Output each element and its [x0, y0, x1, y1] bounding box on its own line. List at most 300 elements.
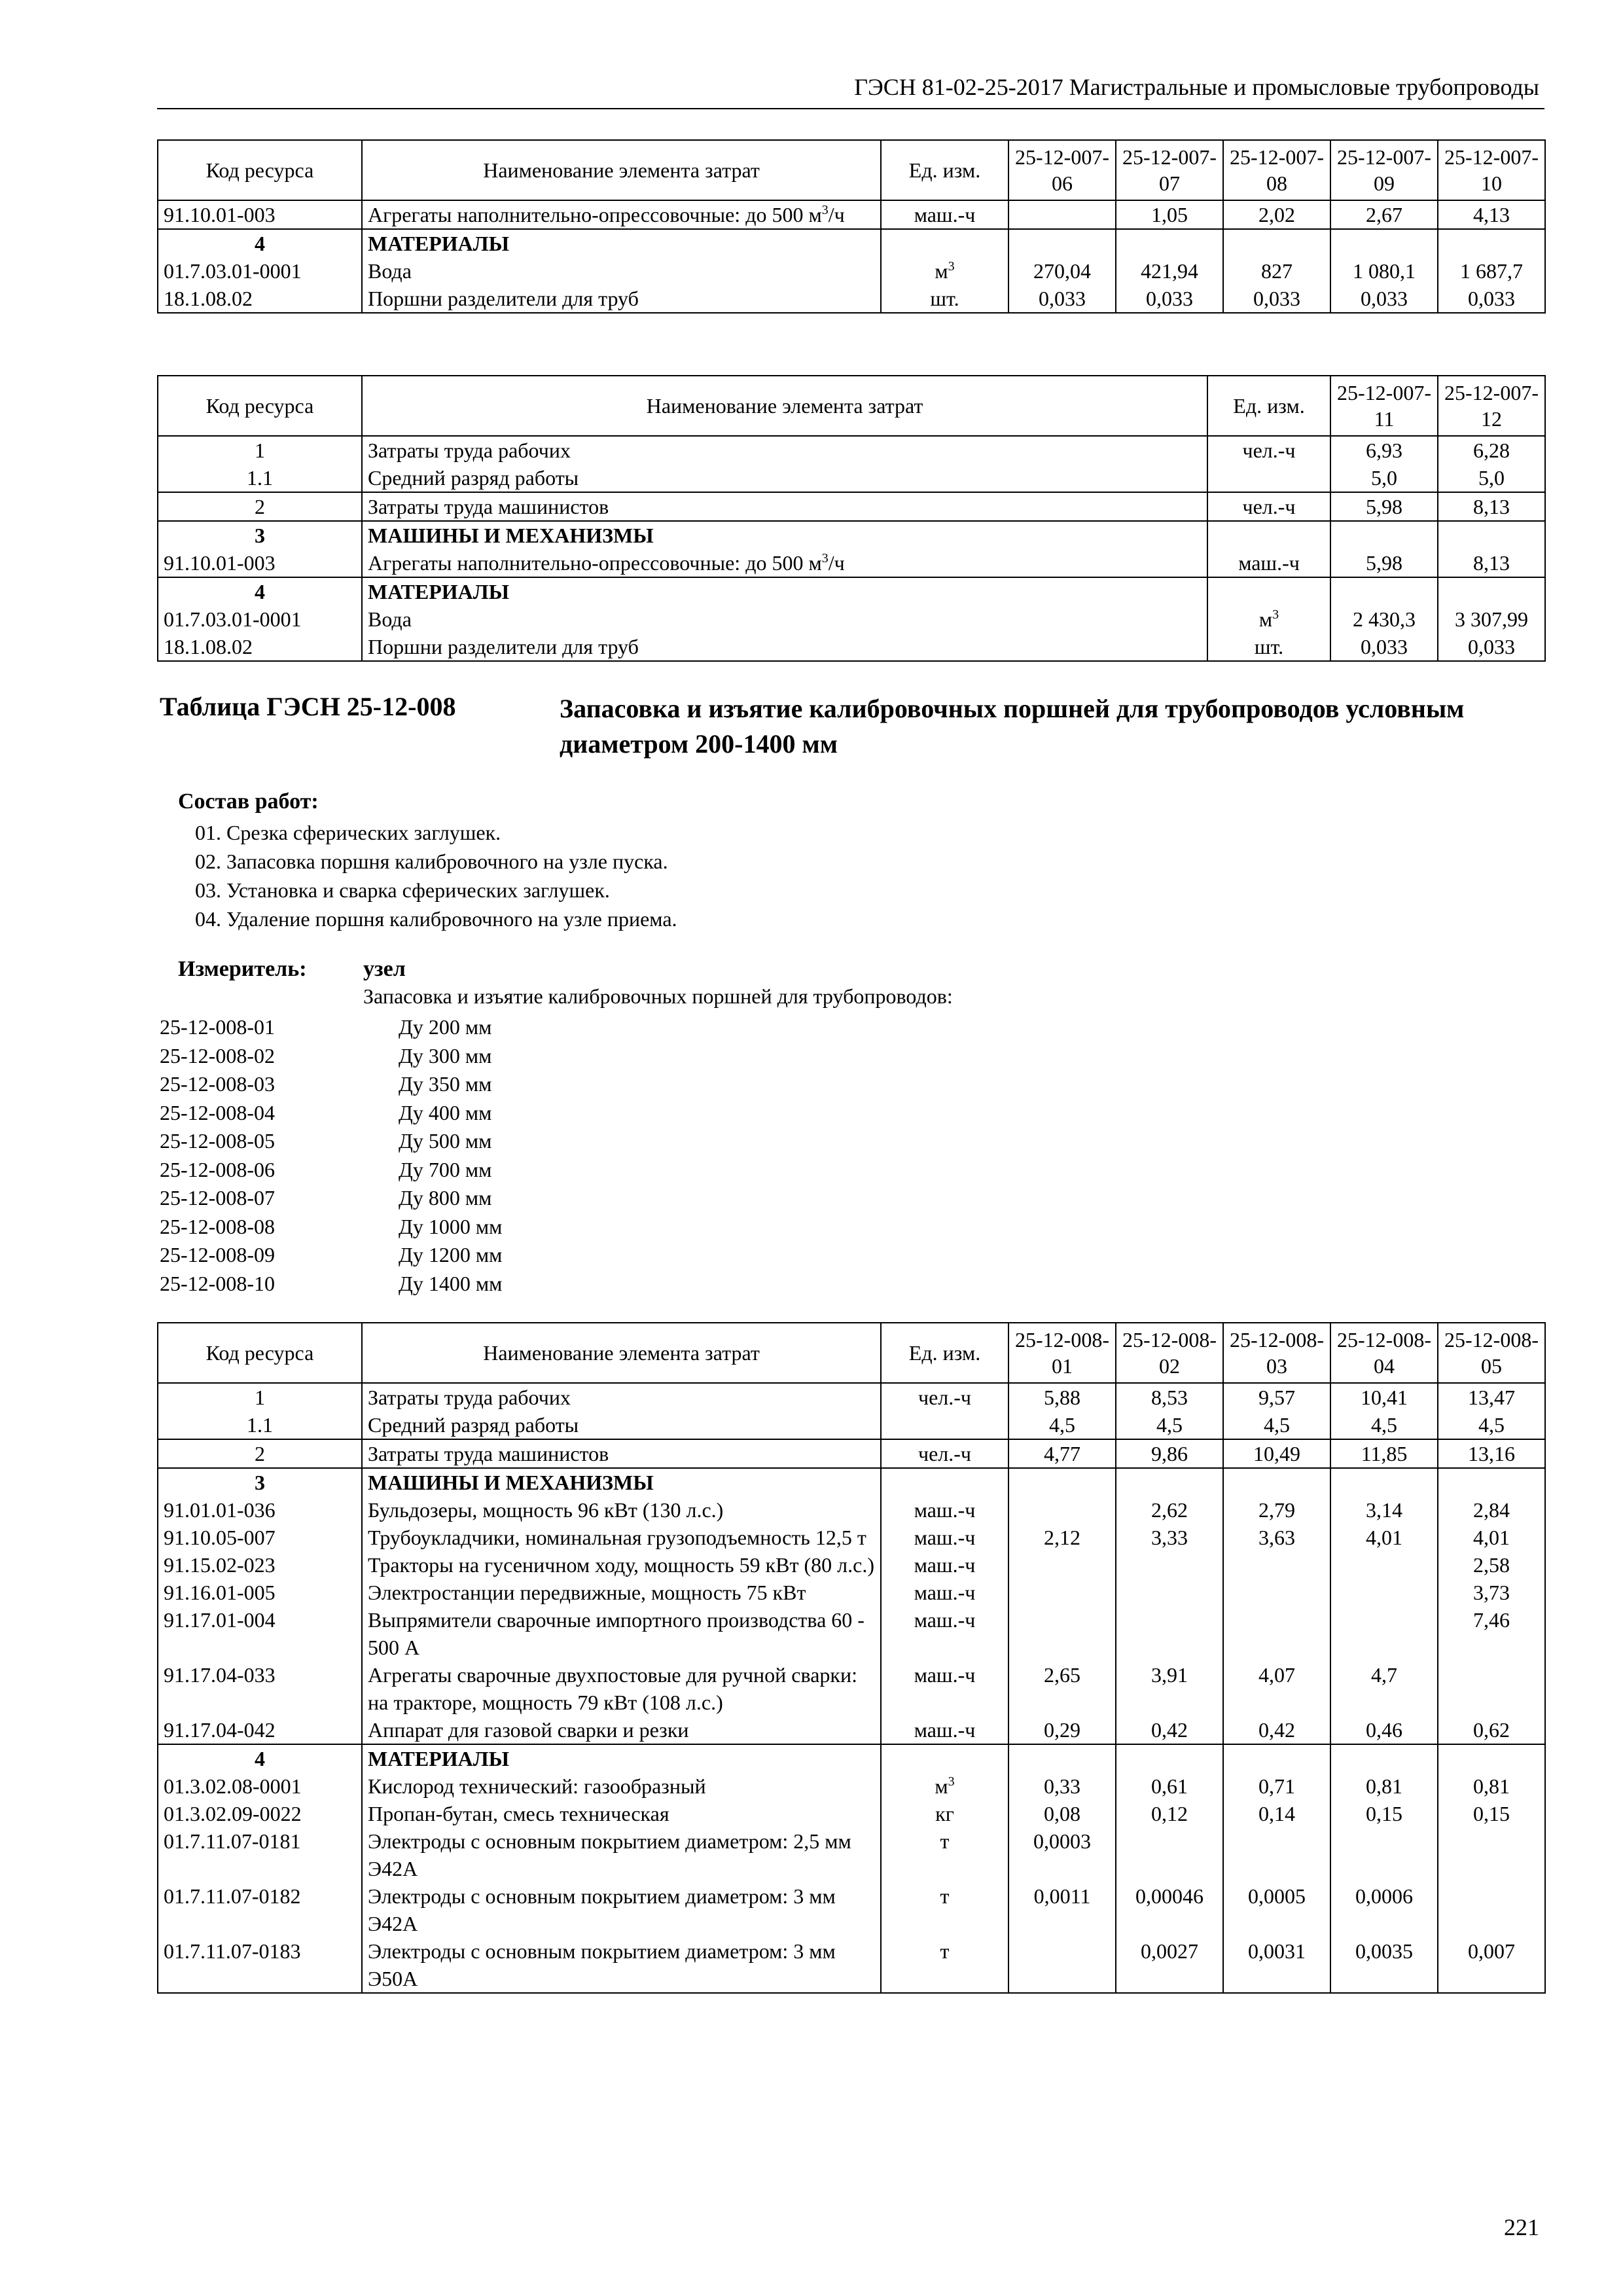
resource-code: 01.7.03.01-0001	[158, 257, 362, 285]
measure-item-code: 25-12-008-01	[160, 1015, 275, 1039]
measure-item-code: 25-12-008-07	[160, 1186, 275, 1210]
resource-name: Затраты труда рабочих	[362, 436, 1207, 464]
resource-value: 4,5	[1116, 1411, 1223, 1439]
resource-name: Электростанции передвижные, мощность 75 кВт	[362, 1579, 881, 1606]
resource-value	[1438, 1827, 1545, 1882]
header-col: 25-12-007-09	[1330, 140, 1438, 200]
resource-table-007-11-12	[157, 375, 1546, 662]
resource-code: 01.7.11.07-0183	[158, 1937, 362, 1993]
measure-label: Измеритель:	[178, 957, 307, 981]
resource-unit	[1207, 521, 1330, 549]
resource-value: 2,67	[1330, 200, 1438, 229]
resource-name: МАТЕРИАЛЫ	[362, 229, 881, 257]
resource-name: Затраты труда машинистов	[362, 492, 1207, 521]
resource-value: 2,79	[1223, 1496, 1330, 1524]
resource-value	[1116, 1468, 1223, 1496]
resource-value	[1116, 1606, 1223, 1661]
resource-value: 0,81	[1438, 1772, 1545, 1800]
header-col: 25-12-008-04	[1330, 1323, 1438, 1383]
resource-value: 0,033	[1330, 633, 1438, 661]
resource-value: 3,63	[1223, 1524, 1330, 1551]
resource-value: 5,0	[1438, 464, 1545, 492]
section-row	[158, 229, 1545, 257]
resource-value	[1116, 1827, 1223, 1882]
resource-name: Агрегаты наполнительно-опрессовочные: до 500 $м^3/ч$	[362, 549, 1207, 577]
resource-value: 0,0003	[1008, 1827, 1116, 1882]
resource-unit: маш.-ч	[881, 1551, 1008, 1579]
resource-unit: чел.-ч	[1207, 492, 1330, 521]
header-col: 25-12-007-10	[1438, 140, 1545, 200]
resource-value: 2,02	[1223, 200, 1330, 229]
resource-code: 2	[158, 492, 362, 521]
resource-value: 0,0027	[1116, 1937, 1223, 1993]
resource-value	[1330, 1551, 1438, 1579]
resource-code: 91.10.01-003	[158, 549, 362, 577]
header-col: 25-12-007-08	[1223, 140, 1330, 200]
resource-value: 10,49	[1223, 1439, 1330, 1468]
resource-value: 5,0	[1330, 464, 1438, 492]
measure-item-code: 25-12-008-05	[160, 1129, 275, 1153]
table-row	[158, 1661, 1545, 1716]
resource-value	[1223, 1468, 1330, 1496]
header-unit: Ед. изм.	[881, 140, 1008, 200]
resource-value: 0,15	[1330, 1800, 1438, 1827]
section-row	[158, 521, 1545, 549]
header-col: 25-12-008-01	[1008, 1323, 1116, 1383]
resource-value	[1223, 1744, 1330, 1772]
resource-value: 0,15	[1438, 1800, 1545, 1827]
header-col: 25-12-007-11	[1330, 376, 1438, 436]
resource-value	[1008, 200, 1116, 229]
measure-item-code: 25-12-008-04	[160, 1100, 275, 1124]
measure-description: Запасовка и изъятие калибровочных поршней для трубопроводов:	[363, 984, 953, 1008]
header-code: Код ресурса	[158, 140, 362, 200]
resource-value	[1330, 521, 1438, 549]
resource-value: 9,57	[1223, 1383, 1330, 1411]
resource-code: 01.7.11.07-0181	[158, 1827, 362, 1882]
measure-item-label: Ду 500 мм	[399, 1129, 492, 1153]
table-title: Запасовка и изъятие калибровочных поршней для трубопроводов условным диаметром 200-1400 мм	[560, 694, 1465, 759]
resource-unit: т	[881, 1827, 1008, 1882]
resource-value: 3,73	[1438, 1579, 1545, 1606]
table-row	[158, 549, 1545, 577]
resource-value	[1438, 229, 1545, 257]
resource-value	[1330, 1744, 1438, 1772]
composition-list	[195, 818, 677, 933]
resource-value	[1008, 1937, 1116, 1993]
resource-value	[1008, 1579, 1116, 1606]
resource-unit: маш.-ч	[881, 1606, 1008, 1661]
resource-value	[1330, 1579, 1438, 1606]
resource-value: 13,47	[1438, 1383, 1545, 1411]
resource-value: 2,65	[1008, 1661, 1116, 1716]
resource-value: 7,46	[1438, 1606, 1545, 1661]
measure-item	[160, 1070, 502, 1099]
resource-value: 0,033	[1438, 285, 1545, 313]
header-name: Наименование элемента затрат	[362, 140, 881, 200]
composition-item: 04. Удаление поршня калибровочного на узле приема.	[195, 907, 677, 931]
table-row	[158, 1937, 1545, 1993]
resource-value: 2,84	[1438, 1496, 1545, 1524]
header-code: Код ресурса	[158, 1323, 362, 1383]
resource-name: Агрегаты наполнительно-опрессовочные: до 500 $м^3/ч$	[362, 200, 881, 229]
resource-value: 9,86	[1116, 1439, 1223, 1468]
measure-item	[160, 1270, 502, 1299]
resource-value: 0,033	[1438, 633, 1545, 661]
resource-name: МАТЕРИАЛЫ	[362, 577, 1207, 605]
measure-item-label: Ду 700 мм	[399, 1157, 492, 1181]
resource-code: 91.10.01-003	[158, 200, 362, 229]
measure-item	[160, 1156, 502, 1185]
resource-code: 01.3.02.09-0022	[158, 1800, 362, 1827]
resource-unit: маш.-ч	[881, 1579, 1008, 1606]
table-row	[158, 1882, 1545, 1937]
measure-item-label: Ду 1200 мм	[399, 1243, 503, 1266]
resource-code: 4	[158, 229, 362, 257]
resource-value	[1438, 521, 1545, 549]
resource-value: 0,33	[1008, 1772, 1116, 1800]
page-number: 221	[1504, 2214, 1539, 2240]
resource-value: 4,5	[1330, 1411, 1438, 1439]
resource-code: 91.10.05-007	[158, 1524, 362, 1551]
resource-code: 4	[158, 577, 362, 605]
resource-value: 0,033	[1330, 285, 1438, 313]
measure-item-label: Ду 400 мм	[399, 1100, 492, 1124]
resource-value: 3,91	[1116, 1661, 1223, 1716]
measure-item	[160, 1042, 502, 1071]
table-row	[158, 1411, 1545, 1439]
resource-code: 91.17.04-033	[158, 1661, 362, 1716]
resource-value: 0,42	[1223, 1716, 1330, 1744]
resource-value	[1008, 1606, 1116, 1661]
resource-unit: чел.-ч	[881, 1439, 1008, 1468]
resource-name: Средний разряд работы	[362, 1411, 881, 1439]
measure-item-label: Ду 800 мм	[399, 1186, 492, 1210]
resource-unit: чел.-ч	[881, 1383, 1008, 1411]
measure-items	[160, 1013, 502, 1298]
resource-unit: $м^3$	[881, 1772, 1008, 1800]
table-row	[158, 285, 1545, 313]
resource-unit	[1207, 577, 1330, 605]
resource-value: 1 080,1	[1330, 257, 1438, 285]
resource-code: 91.17.04-042	[158, 1716, 362, 1744]
resource-code: 91.15.02-023	[158, 1551, 362, 1579]
resource-value: 270,04	[1008, 257, 1116, 285]
resource-value	[1223, 1579, 1330, 1606]
measure-item-label: Ду 1000 мм	[399, 1214, 503, 1238]
resource-value: 5,88	[1008, 1383, 1116, 1411]
resource-code: 1	[158, 1383, 362, 1411]
resource-value: 0,71	[1223, 1772, 1330, 1800]
measure-item-label: Ду 1400 мм	[399, 1271, 503, 1295]
resource-value: 1,05	[1116, 200, 1223, 229]
resource-value: 2,62	[1116, 1496, 1223, 1524]
resource-value: 4,01	[1330, 1524, 1438, 1551]
measure-item	[160, 1127, 502, 1156]
resource-value	[1223, 1606, 1330, 1661]
resource-code: 01.7.03.01-0001	[158, 605, 362, 633]
resource-value	[1008, 1551, 1116, 1579]
table-row	[158, 1496, 1545, 1524]
resource-name: Вода	[362, 257, 881, 285]
resource-value: 11,85	[1330, 1439, 1438, 1468]
resource-value: 0,0031	[1223, 1937, 1330, 1993]
resource-name: Аппарат для газовой сварки и резки	[362, 1716, 881, 1744]
measure-item	[160, 1013, 502, 1042]
resource-value	[1438, 1468, 1545, 1496]
section-row	[158, 1744, 1545, 1772]
resource-value: 4,7	[1330, 1661, 1438, 1716]
resource-unit: чел.-ч	[1207, 436, 1330, 464]
resource-value	[1330, 229, 1438, 257]
resource-value: 0,033	[1008, 285, 1116, 313]
header-unit: Ед. изм.	[1207, 376, 1330, 436]
composition-label: Состав работ:	[178, 789, 319, 814]
resource-value: 6,93	[1330, 436, 1438, 464]
table-row	[158, 1383, 1545, 1411]
resource-unit	[881, 1744, 1008, 1772]
resource-unit	[881, 229, 1008, 257]
resource-value: 0,14	[1223, 1800, 1330, 1827]
resource-unit: т	[881, 1882, 1008, 1937]
resource-name: Выпрямители сварочные импортного производства 60 - 500 А	[362, 1606, 881, 1661]
resource-unit: шт.	[881, 285, 1008, 313]
resource-name: Поршни разделители для труб	[362, 633, 1207, 661]
resource-code: 91.01.01-036	[158, 1496, 362, 1524]
resource-value: 0,62	[1438, 1716, 1545, 1744]
resource-value: 4,07	[1223, 1661, 1330, 1716]
resource-name: Пропан-бутан, смесь техническая	[362, 1800, 881, 1827]
resource-value	[1008, 1744, 1116, 1772]
measure-item-label: Ду 350 мм	[399, 1072, 492, 1096]
header-rule	[157, 108, 1544, 109]
resource-name: Поршни разделители для труб	[362, 285, 881, 313]
table-row	[158, 436, 1545, 464]
measure-unit: узел	[363, 957, 406, 981]
resource-value	[1330, 577, 1438, 605]
resource-value: 3,33	[1116, 1524, 1223, 1551]
resource-value: 0,033	[1223, 285, 1330, 313]
resource-value	[1438, 1744, 1545, 1772]
resource-value: 6,28	[1438, 436, 1545, 464]
composition-item: 03. Установка и сварка сферических заглушек.	[195, 878, 610, 902]
resource-value: 0,29	[1008, 1716, 1116, 1744]
resource-unit: $м^3$	[1207, 605, 1330, 633]
resource-code: 91.17.01-004	[158, 1606, 362, 1661]
resource-value	[1330, 1827, 1438, 1882]
table-row	[158, 200, 1545, 229]
table-row	[158, 1772, 1545, 1800]
table-row	[158, 257, 1545, 285]
header-col: 25-12-007-07	[1116, 140, 1223, 200]
resource-value: 0,0005	[1223, 1882, 1330, 1937]
resource-value: 0,12	[1116, 1800, 1223, 1827]
resource-value: 0,0006	[1330, 1882, 1438, 1937]
resource-value	[1008, 1496, 1116, 1524]
resource-unit: маш.-ч	[881, 1716, 1008, 1744]
resource-code: 1.1	[158, 1411, 362, 1439]
resource-value: 13,16	[1438, 1439, 1545, 1468]
measure-item-code: 25-12-008-10	[160, 1271, 275, 1295]
resource-value: 1 687,7	[1438, 257, 1545, 285]
resource-value: 2 430,3	[1330, 605, 1438, 633]
resource-table-008	[157, 1322, 1546, 1994]
resource-value: 0,007	[1438, 1937, 1545, 1993]
header-col: 25-12-007-06	[1008, 140, 1116, 200]
resource-value: 8,13	[1438, 549, 1545, 577]
table-row	[158, 605, 1545, 633]
resource-name: Бульдозеры, мощность 96 кВт (130 л.с.)	[362, 1496, 881, 1524]
resource-unit: т	[881, 1937, 1008, 1993]
resource-code: 01.3.02.08-0001	[158, 1772, 362, 1800]
header-unit: Ед. изм.	[881, 1323, 1008, 1383]
resource-value: 4,5	[1223, 1411, 1330, 1439]
resource-value	[1116, 1551, 1223, 1579]
resource-value	[1330, 1468, 1438, 1496]
resource-value: 0,42	[1116, 1716, 1223, 1744]
resource-name: МАШИНЫ И МЕХАНИЗМЫ	[362, 521, 1207, 549]
measure-item	[160, 1213, 502, 1242]
resource-value: 0,61	[1116, 1772, 1223, 1800]
resource-code: 91.16.01-005	[158, 1579, 362, 1606]
resource-unit: маш.-ч	[881, 200, 1008, 229]
resource-unit	[881, 1468, 1008, 1496]
resource-value: 2,58	[1438, 1551, 1545, 1579]
measure-item-code: 25-12-008-03	[160, 1072, 275, 1096]
resource-code: 18.1.08.02	[158, 633, 362, 661]
resource-value: 3 307,99	[1438, 605, 1545, 633]
composition-item: 01. Срезка сферических заглушек.	[195, 821, 501, 844]
resource-value: 4,01	[1438, 1524, 1545, 1551]
resource-unit: шт.	[1207, 633, 1330, 661]
resource-value: 827	[1223, 257, 1330, 285]
resource-name: МАТЕРИАЛЫ	[362, 1744, 881, 1772]
header-name: Наименование элемента затрат	[362, 1323, 881, 1383]
resource-name: Затраты труда машинистов	[362, 1439, 881, 1468]
resource-value: 0,81	[1330, 1772, 1438, 1800]
resource-value	[1223, 1827, 1330, 1882]
section-row	[158, 1468, 1545, 1496]
resource-name: Тракторы на гусеничном ходу, мощность 59 кВт (80 л.с.)	[362, 1551, 881, 1579]
resource-value	[1223, 1551, 1330, 1579]
resource-name: Электроды с основным покрытием диаметром: 2,5 мм Э42А	[362, 1827, 881, 1882]
header-col: 25-12-008-05	[1438, 1323, 1545, 1383]
resource-value: 0,46	[1330, 1716, 1438, 1744]
measure-item-code: 25-12-008-02	[160, 1043, 275, 1067]
resource-name: Агрегаты сварочные двухпостовые для ручной сварки: на тракторе, мощность 79 кВт (108 л.с.)	[362, 1661, 881, 1716]
resource-value: 5,98	[1330, 492, 1438, 521]
resource-value	[1008, 1468, 1116, 1496]
resource-name: Электроды с основным покрытием диаметром: 3 мм Э42А	[362, 1882, 881, 1937]
resource-value	[1223, 229, 1330, 257]
measure-item-code: 25-12-008-08	[160, 1214, 275, 1238]
table-row	[158, 1439, 1545, 1468]
resource-value	[1116, 1579, 1223, 1606]
resource-unit: кг	[881, 1800, 1008, 1827]
resource-value: 0,0035	[1330, 1937, 1438, 1993]
resource-code: 4	[158, 1744, 362, 1772]
resource-code: 3	[158, 521, 362, 549]
measure-item-label: Ду 300 мм	[399, 1043, 492, 1067]
resource-value: 0,08	[1008, 1800, 1116, 1827]
resource-value	[1330, 1606, 1438, 1661]
resource-unit	[881, 1411, 1008, 1439]
resource-name: Кислород технический: газообразный	[362, 1772, 881, 1800]
resource-value	[1438, 577, 1545, 605]
resource-value: 421,94	[1116, 257, 1223, 285]
resource-value	[1438, 1882, 1545, 1937]
measure-item	[160, 1241, 502, 1270]
resource-value: 4,5	[1008, 1411, 1116, 1439]
measure-item	[160, 1099, 502, 1128]
table-row	[158, 1716, 1545, 1744]
resource-table-007-06-10	[157, 139, 1546, 314]
resource-code: 3	[158, 1468, 362, 1496]
resource-value: 4,13	[1438, 200, 1545, 229]
resource-name: Вода	[362, 605, 1207, 633]
header-col: 25-12-008-03	[1223, 1323, 1330, 1383]
resource-value	[1008, 229, 1116, 257]
resource-name: МАШИНЫ И МЕХАНИЗМЫ	[362, 1468, 881, 1496]
resource-value: 0,033	[1116, 285, 1223, 313]
measure-item	[160, 1184, 502, 1213]
resource-value: 3,14	[1330, 1496, 1438, 1524]
table-row	[158, 1524, 1545, 1551]
table-row	[158, 492, 1545, 521]
measure-item-code: 25-12-008-09	[160, 1243, 275, 1266]
header-col: 25-12-008-02	[1116, 1323, 1223, 1383]
resource-value: 2,12	[1008, 1524, 1116, 1551]
resource-code: 2	[158, 1439, 362, 1468]
table-row	[158, 1800, 1545, 1827]
resource-name: Электроды с основным покрытием диаметром: 3 мм Э50А	[362, 1937, 881, 1993]
table-row	[158, 1579, 1545, 1606]
header-name: Наименование элемента затрат	[362, 376, 1207, 436]
resource-code: 1.1	[158, 464, 362, 492]
composition-item: 02. Запасовка поршня калибровочного на узле пуска.	[195, 850, 668, 873]
resource-value: 0,00046	[1116, 1882, 1223, 1937]
header-col: 25-12-007-12	[1438, 376, 1545, 436]
resource-unit: $м^3$	[881, 257, 1008, 285]
table-title-label: Таблица ГЭСН 25-12-008	[160, 692, 456, 721]
resource-name: Средний разряд работы	[362, 464, 1207, 492]
resource-value: 8,13	[1438, 492, 1545, 521]
table-row	[158, 1827, 1545, 1882]
table-row	[158, 464, 1545, 492]
resource-value	[1116, 1744, 1223, 1772]
resource-unit: маш.-ч	[881, 1496, 1008, 1524]
resource-value	[1116, 229, 1223, 257]
resource-value: 0,0011	[1008, 1882, 1116, 1937]
resource-name: Затраты труда рабочих	[362, 1383, 881, 1411]
measure-item-label: Ду 200 мм	[399, 1015, 492, 1039]
measure-item-code: 25-12-008-06	[160, 1157, 275, 1181]
resource-value	[1438, 1661, 1545, 1716]
resource-value: 5,98	[1330, 549, 1438, 577]
header-code: Код ресурса	[158, 376, 362, 436]
resource-unit: маш.-ч	[881, 1524, 1008, 1551]
table-row	[158, 1551, 1545, 1579]
resource-value: 8,53	[1116, 1383, 1223, 1411]
resource-unit: маш.-ч	[1207, 549, 1330, 577]
resource-code: 01.7.11.07-0182	[158, 1882, 362, 1937]
running-header: ГЭСН 81-02-25-2017 Магистральные и промысловые трубопроводы	[854, 74, 1539, 100]
resource-unit: маш.-ч	[881, 1661, 1008, 1716]
resource-value: 4,77	[1008, 1439, 1116, 1468]
resource-value: 4,5	[1438, 1411, 1545, 1439]
table-row	[158, 1606, 1545, 1661]
resource-name: Трубоукладчики, номинальная грузоподъемность 12,5 т	[362, 1524, 881, 1551]
